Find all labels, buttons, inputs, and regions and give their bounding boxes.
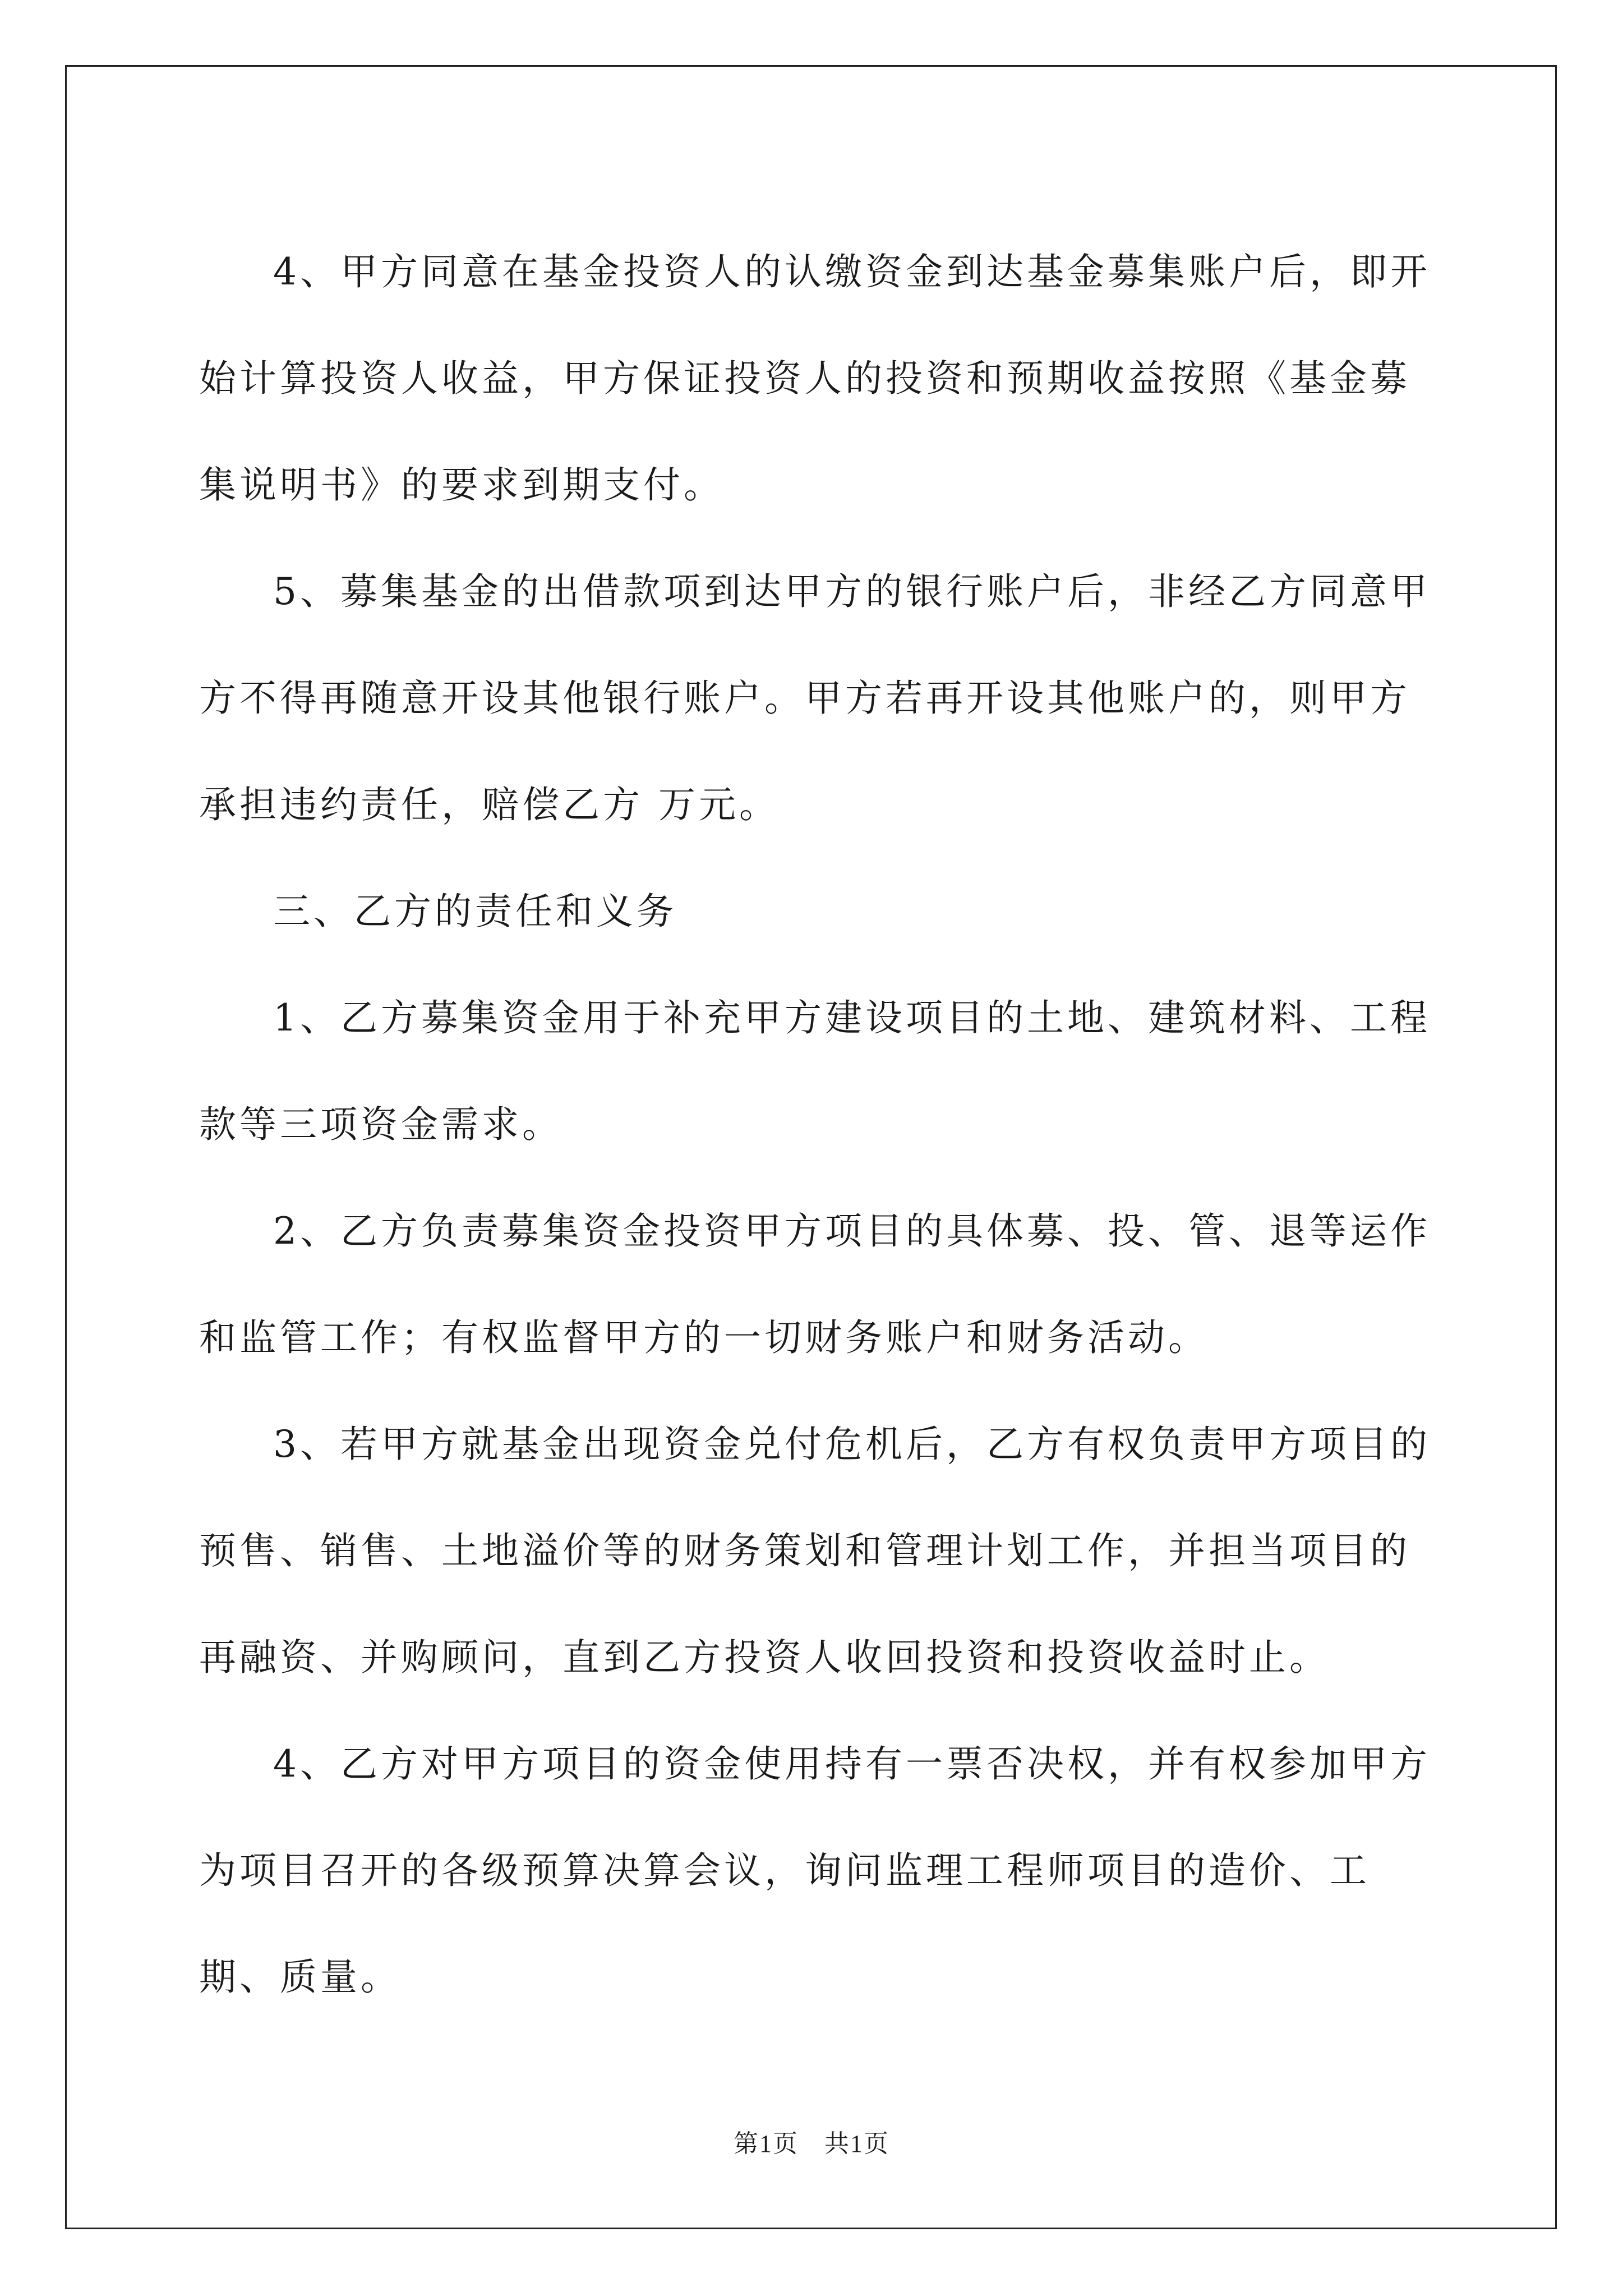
section-heading-party-b: 三、乙方的责任和义务 bbox=[273, 890, 677, 933]
paragraph-item-4-party-b: 4、乙方对甲方项目的资金使用持有一票否决权，并有权参加甲方为项目召开的各级预算决算会议，询问监理工程师项目的造价、工期、质量。 bbox=[199, 1742, 1431, 1999]
paragraph-item-1-party-b: 1、乙方募集资金用于补充甲方建设项目的土地、建筑材料、工程款等三项资金需求。 bbox=[199, 996, 1431, 1146]
paragraph-item-3-party-b: 3、若甲方就基金出现资金兑付危机后，乙方有权负责甲方项目的预售、销售、土地溢价等的财务策划和管理计划工作，并担当项目的再融资、并购顾问，直到乙方投资人收回投资和投资收益时止。 bbox=[199, 1423, 1431, 1679]
paragraph-item-5-party-a: 5、募集基金的出借款项到达甲方的银行账户后，非经乙方同意甲方不得再随意开设其他银行账户。甲方若再开设其他账户的，则甲方承担违约责任，赔偿乙方 万元。 bbox=[199, 570, 1431, 826]
page-number-footer: 第1页 共1页 bbox=[734, 2130, 889, 2157]
paragraph-item-4-party-a: 4、甲方同意在基金投资人的认缴资金到达基金募集账户后，即开始计算投资人收益，甲方保证投资人的投资和预期收益按照《基金募集说明书》的要求到期支付。 bbox=[199, 250, 1431, 507]
paragraph-item-2-party-b: 2、乙方负责募集资金投资甲方项目的具体募、投、管、退等运作和监管工作；有权监督甲方的一切财务账户和财务活动。 bbox=[199, 1209, 1431, 1359]
document-body bbox=[199, 219, 1444, 2031]
